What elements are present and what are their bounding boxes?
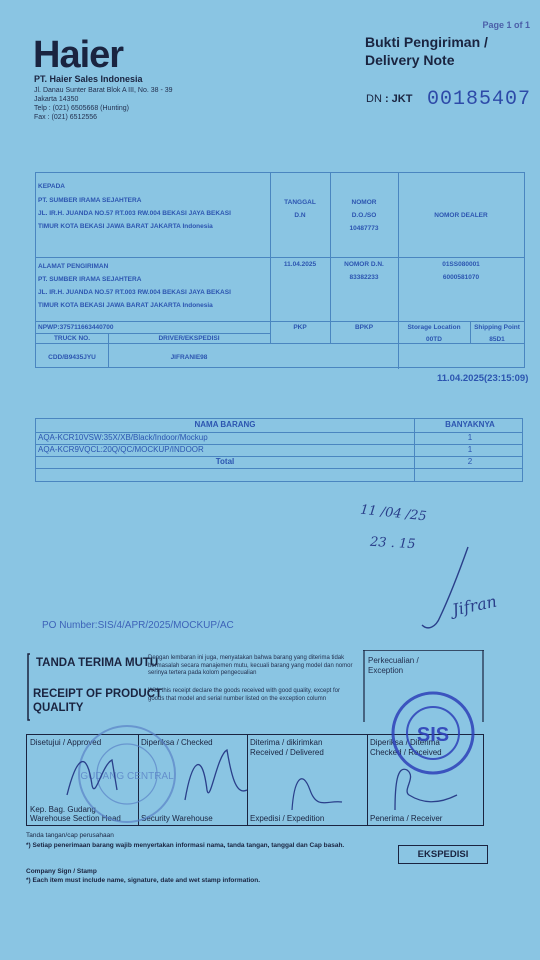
company-stamp-note: Tanda tangan/cap perusahaan [26,832,114,839]
truck-number: CDD/B9435JYU [48,354,96,361]
nomor-dn-label: NOMOR D.N. [344,261,384,268]
received-label [250,738,324,758]
warehouse-stamp-text: GUDANG CENTRAL [80,771,174,782]
pkp-label: PKP [293,324,307,331]
checked-received-line: Checked / Received [370,748,442,757]
total-value: 2 [467,457,473,466]
item-name: AQA-KCR10VSW:35X/XB/Black/Indoor/Mockup [38,433,208,442]
handwritten-date: 11 /04 /25 [359,502,428,525]
dn-branch: : JKT [384,93,413,105]
exception-label-line: Exception [368,666,404,675]
dealer-code-1: 01SS080001 [442,261,480,268]
shipping-point-label: Shipping Point [474,324,520,331]
receipt-text-id: Dengan lembaran ini juga, menyatakan bahwa barang yang diterima tidak bermasalah secara manajemen mutu, kecuali barang yang model dan nomor serinya tertera pada kolom pengecualian [148,655,353,676]
document-title-line: Delivery Note [365,52,455,68]
tanggal-dn: 11.04.2025 [283,261,317,268]
handwritten-signature: Jifran [450,591,499,620]
col-banyaknya: BANYAKNYA [445,420,495,429]
dn-label [366,93,412,105]
document-title [365,33,488,69]
items-table [35,418,523,482]
nomor-do-label: D.O./SO [351,212,377,219]
note-english: *) Each item must include name, signature, date and wet stamp information. [26,877,261,884]
ekspedisi-box: EKSPEDISI [398,845,488,864]
items-header-row [36,419,522,431]
expedition-signature [282,760,362,820]
security-label: Security Warehouse [141,814,213,823]
alamat-line: PT. SUMBER IRAMA SEJAHTERA [38,276,142,283]
table-row [36,432,522,444]
nomor-dealer-label: NOMOR DEALER [434,212,488,219]
address-line: Fax : (021) 6512556 [34,114,98,121]
receipt-title-id: TANDA TERIMA MUTU [36,657,159,669]
receipt-text-en: With this receipt declare the goods received with good quality, except for goods that model and serial number listed on the exception column [148,688,340,702]
address-line: Jl. Danau Sunter Barat Blok A III, No. 38 - 39 [34,87,173,94]
approved-signature [57,745,137,805]
sis-stamp [388,688,478,778]
npwp: NPWP:375711663440700 [38,324,114,331]
total-label: Total [215,457,235,466]
storage-location: 00TD [426,336,442,343]
kepada-line: PT. SUMBER IRAMA SEJAHTERA [38,197,142,204]
received-label-line: Diterima / dikirimkan [250,738,323,747]
table-row [36,444,522,456]
storage-location-label: Storage Location [407,324,461,331]
exception-label [368,656,419,676]
col-nama-barang: NAMA BARANG [194,420,256,429]
note-indonesian: *) Setiap penerimaan barang wajib menyertakan informasi nama, tanda tangan, tanggal dan Cap basah. [26,842,345,849]
sis-stamp-text: SIS [416,724,450,746]
exception-label-line: Perkecualian / [368,656,419,665]
expedition-label: Expedisi / Expedition [250,814,325,823]
nomor-dn: 83382233 [349,274,379,281]
checked-received-line: Diperiksa / Diterima [370,738,440,747]
nomor-label: NOMOR [351,199,377,206]
kepada-line: JL. IR.H. JUANDA NO.57 RT.003 RW.004 BEKASI JAYA BEKASI [38,210,231,217]
receipt-title-en [33,687,162,715]
item-name: AQA-KCR9VQCL:20Q/QC/MOCKUP/INDOOR [38,445,204,454]
haier-logo: Haier [33,34,124,76]
handwritten-time: 23 . 15 [369,534,416,553]
item-qty: 1 [467,445,473,454]
address-line: Telp : (021) 6505668 (Hunting) [34,105,129,112]
company-name: PT. Haier Sales Indonesia [34,74,143,84]
alamat-line: TIMUR KOTA BEKASI JAWA BARAT JAKARTA Indonesia [38,302,213,309]
checked-signature [177,740,257,815]
nomor-so: 10487773 [349,225,379,232]
driver-label: DRIVER/EKSPEDISI [158,335,220,342]
received-label-line: Received / Delivered [250,748,324,757]
company-address [34,86,173,122]
bpkp-label: BPKP [354,324,374,331]
dn-prefix: DN [366,93,382,105]
company-sign-label: Company Sign / Stamp [26,868,97,875]
kepada-label: KEPADA [38,183,65,190]
driver-name: JIFRANIE98 [170,354,208,361]
dn-number: 00185407 [427,88,532,111]
item-qty: 1 [467,433,473,442]
total-row [36,456,522,468]
page-number: Page 1 of 1 [482,20,530,30]
document-title-line: Bukti Pengiriman / [365,34,488,50]
receiver-label: Penerima / Receiver [370,814,443,823]
receipt-title-en-line: RECEIPT OF PRODUCT [33,688,163,700]
receipt-title-en-line: QUALITY [33,702,84,714]
signature-stroke [418,545,478,635]
dealer-code-2: 6000581070 [442,274,480,281]
print-timestamp: 11.04.2025(23:15:09) [437,373,529,384]
alamat-line: JL. IR.H. JUANDA NO.57 RT.003 RW.004 BEKASI JAYA BEKASI [38,289,231,296]
tanggal-label-dn: D.N [294,212,306,219]
kepada-line: TIMUR KOTA BEKASI JAWA BARAT JAKARTA Indonesia [38,223,213,230]
warehouse-head-line: Warehouse Section Head [30,814,121,823]
po-number: PO Number:SIS/4/APR/2025/MOCKUP/AC [42,620,234,631]
tanggal-label: TANGGAL [284,199,316,206]
checked-label: Diperiksa / Checked [141,738,213,747]
approved-label: Disetujui / Approved [30,738,102,747]
shipping-point: 85D1 [489,336,505,343]
address-line: Jakarta 14350 [34,96,79,103]
truck-label: TRUCK NO. [53,335,91,342]
info-grid [35,172,525,368]
warehouse-head-line: Kep. Bag. Gudang [30,805,96,814]
alamat-label: ALAMAT PENGIRIMAN [38,263,109,270]
